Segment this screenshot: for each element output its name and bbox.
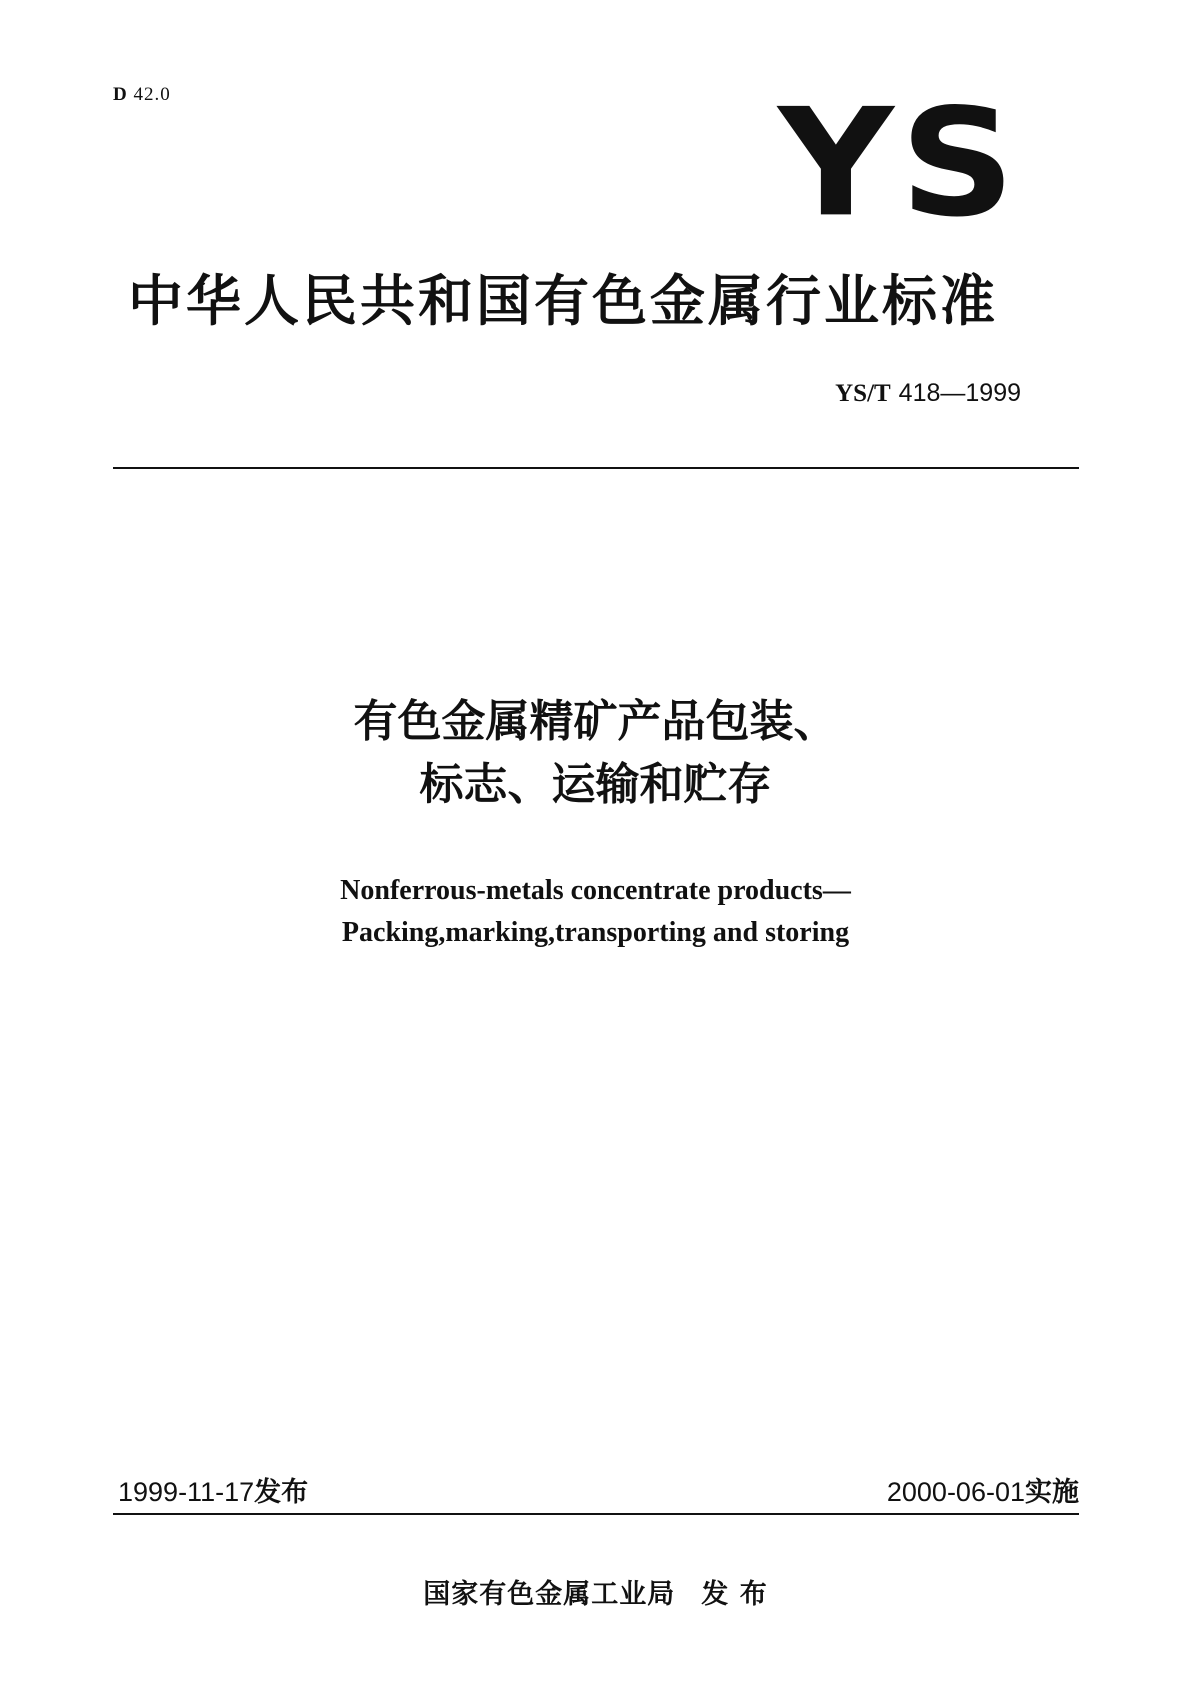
implementation-date-value: 2000-06-01 xyxy=(886,1477,1025,1507)
top-divider xyxy=(113,467,1079,469)
issue-date-value: 1999-11-17 xyxy=(118,1477,255,1507)
classification-code-number: 42.0 xyxy=(133,84,171,105)
standard-number xyxy=(835,378,1021,409)
org-title: 中华人民共和国有色金属行业标准 xyxy=(128,269,999,333)
issue-date xyxy=(118,1476,308,1509)
issuer xyxy=(0,1578,1191,1612)
ys-logo: YS xyxy=(778,75,1022,250)
issuer-action: 发 布 xyxy=(701,1579,768,1610)
issue-date-label: 发布 xyxy=(254,1477,309,1508)
english-title-line-1: Nonferrous-metals concentrate products— xyxy=(340,875,851,906)
standard-number-value: 418—1999 xyxy=(898,379,1021,407)
standard-number-prefix: YS/T xyxy=(835,380,891,407)
chinese-title-line-1: 有色金属精矿产品包装、 xyxy=(353,696,838,747)
chinese-title-line-2: 标志、运输和贮存 xyxy=(419,759,772,810)
chinese-title xyxy=(0,690,1191,816)
english-title xyxy=(0,870,1191,954)
classification-code-prefix: D xyxy=(113,84,128,105)
implementation-date-label: 实施 xyxy=(1025,1477,1079,1508)
implementation-date xyxy=(887,1476,1079,1509)
bottom-divider xyxy=(113,1513,1079,1515)
classification-code xyxy=(113,84,171,106)
english-title-line-2: Packing,marking,transporting and storing xyxy=(341,917,850,948)
issuer-name: 国家有色金属工业局 xyxy=(423,1579,676,1610)
